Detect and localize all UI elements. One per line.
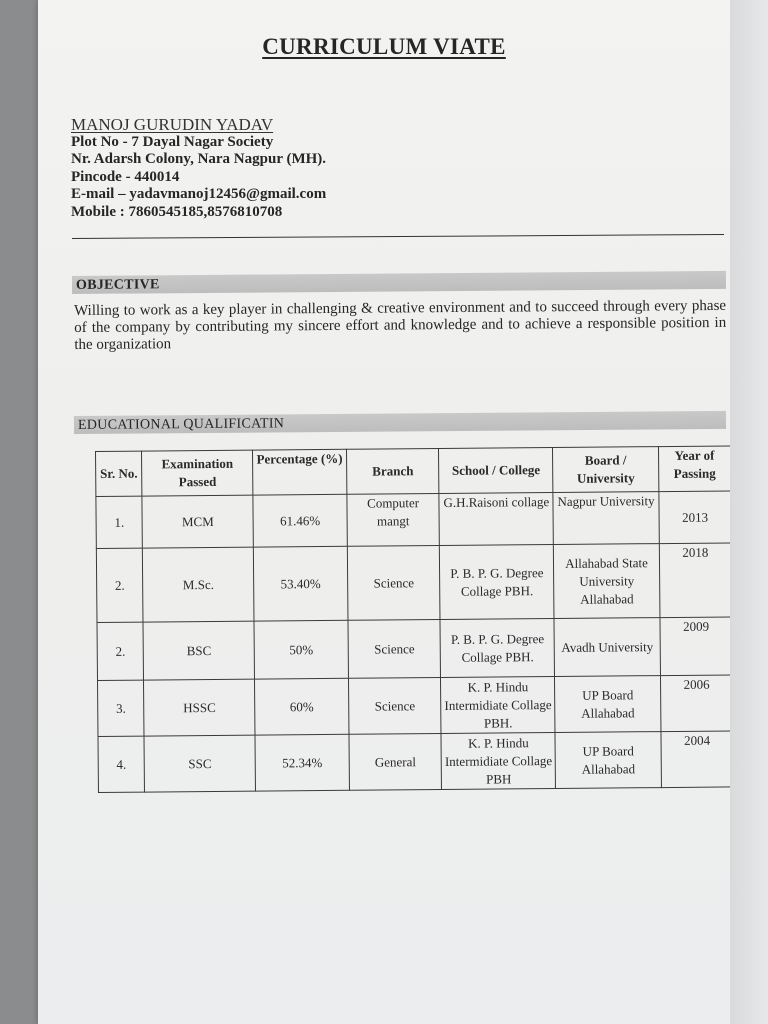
table-header-row (96, 446, 731, 497)
cell-branch: Science (348, 677, 441, 734)
cell-sr: 3. (98, 680, 145, 736)
cell-branch: General (349, 733, 442, 790)
address-line-2: Nr. Adarsh Colony, Nara Nagpur (MH). (71, 151, 327, 167)
cell-percentage: 61.46% (253, 494, 347, 547)
document-title: CURRICULUM VIATE (262, 34, 506, 59)
header-school: School / College (439, 448, 553, 494)
education-table (95, 445, 734, 793)
cell-year: 2004 (661, 731, 734, 788)
mobile-line: Mobile : 7860545185,8576810708 (71, 203, 283, 220)
table-row (96, 543, 732, 623)
objective-heading-bar (72, 271, 726, 294)
table-row (98, 731, 733, 793)
education-heading: EDUCATIONAL QUALIFICATIN (77, 416, 285, 433)
cell-year: 2006 (660, 675, 733, 732)
cell-school: K. P. Hindu Intermidiate Collage PBH. (441, 676, 555, 733)
address-line-1: Plot No - 7 Dayal Nagar Society (71, 133, 274, 150)
cell-exam: M.Sc. (143, 547, 254, 622)
pincode-line: Pincode - 440014 (71, 168, 180, 185)
cell-percentage: 60% (255, 678, 349, 735)
cell-branch: Computer mangt (347, 493, 440, 546)
cell-school: G.H.Raisoni collage (439, 493, 553, 546)
cell-board: Nagpur University (553, 492, 659, 545)
cell-year: 2013 (659, 491, 731, 544)
cell-board: Allahabad State University Allahabad (554, 544, 660, 619)
objective-text: Willing to work as a key player in challenging & creative environment and to succeed through every phase of the company by contributing my sincere effort and knowledge and to achieve a responsible position in the organization (74, 297, 727, 353)
cell-percentage: 53.40% (254, 546, 348, 621)
cell-exam: HSSC (144, 679, 255, 736)
header-branch: Branch (346, 448, 439, 494)
cell-sr: 4. (98, 736, 145, 792)
objective-heading: OBJECTIVE (75, 277, 160, 293)
cell-sr: 2. (97, 622, 144, 680)
cell-sr: 1. (96, 496, 143, 548)
email-line: E-mail – yadavmanoj12456@gmail.com (71, 186, 327, 202)
cell-percentage: 50% (254, 620, 348, 679)
contact-block (71, 116, 326, 221)
cell-board: Avadh University (554, 618, 660, 677)
cell-exam: MCM (142, 495, 253, 548)
cell-year: 2018 (659, 543, 732, 618)
cell-branch: Science (348, 619, 441, 678)
cell-percentage: 52.34% (255, 734, 349, 791)
header-year: Year of Passing (658, 446, 730, 492)
table-row (97, 617, 732, 681)
cell-school: P. B. P. G. Degree Collage PBH. (440, 545, 554, 620)
cell-school: K. P. Hindu Intermidiate Collage PBH (441, 732, 555, 789)
cell-exam: BSC (143, 621, 254, 680)
header-sr-no: Sr. No. (96, 451, 143, 496)
cell-board: UP Board Allahabad (555, 732, 661, 789)
cell-sr: 2. (96, 548, 143, 622)
table-row (98, 675, 733, 737)
cell-board: UP Board Allahabad (555, 676, 661, 733)
cell-branch: Science (347, 545, 440, 620)
table-row (96, 491, 731, 549)
education-heading-bar (74, 411, 726, 434)
cell-exam: SSC (144, 735, 255, 792)
header-divider (72, 234, 724, 239)
resume-page (38, 0, 730, 1024)
candidate-name: MANOJ GURUDIN YADAV (71, 115, 274, 134)
page-edge-background (730, 0, 768, 1024)
header-board: Board / University (553, 447, 659, 493)
header-percentage: Percentage (%) (253, 449, 347, 495)
cell-school: P. B. P. G. Degree Collage PBH. (440, 618, 554, 677)
cell-year: 2009 (660, 617, 733, 676)
header-examination: Examination Passed (142, 450, 253, 496)
